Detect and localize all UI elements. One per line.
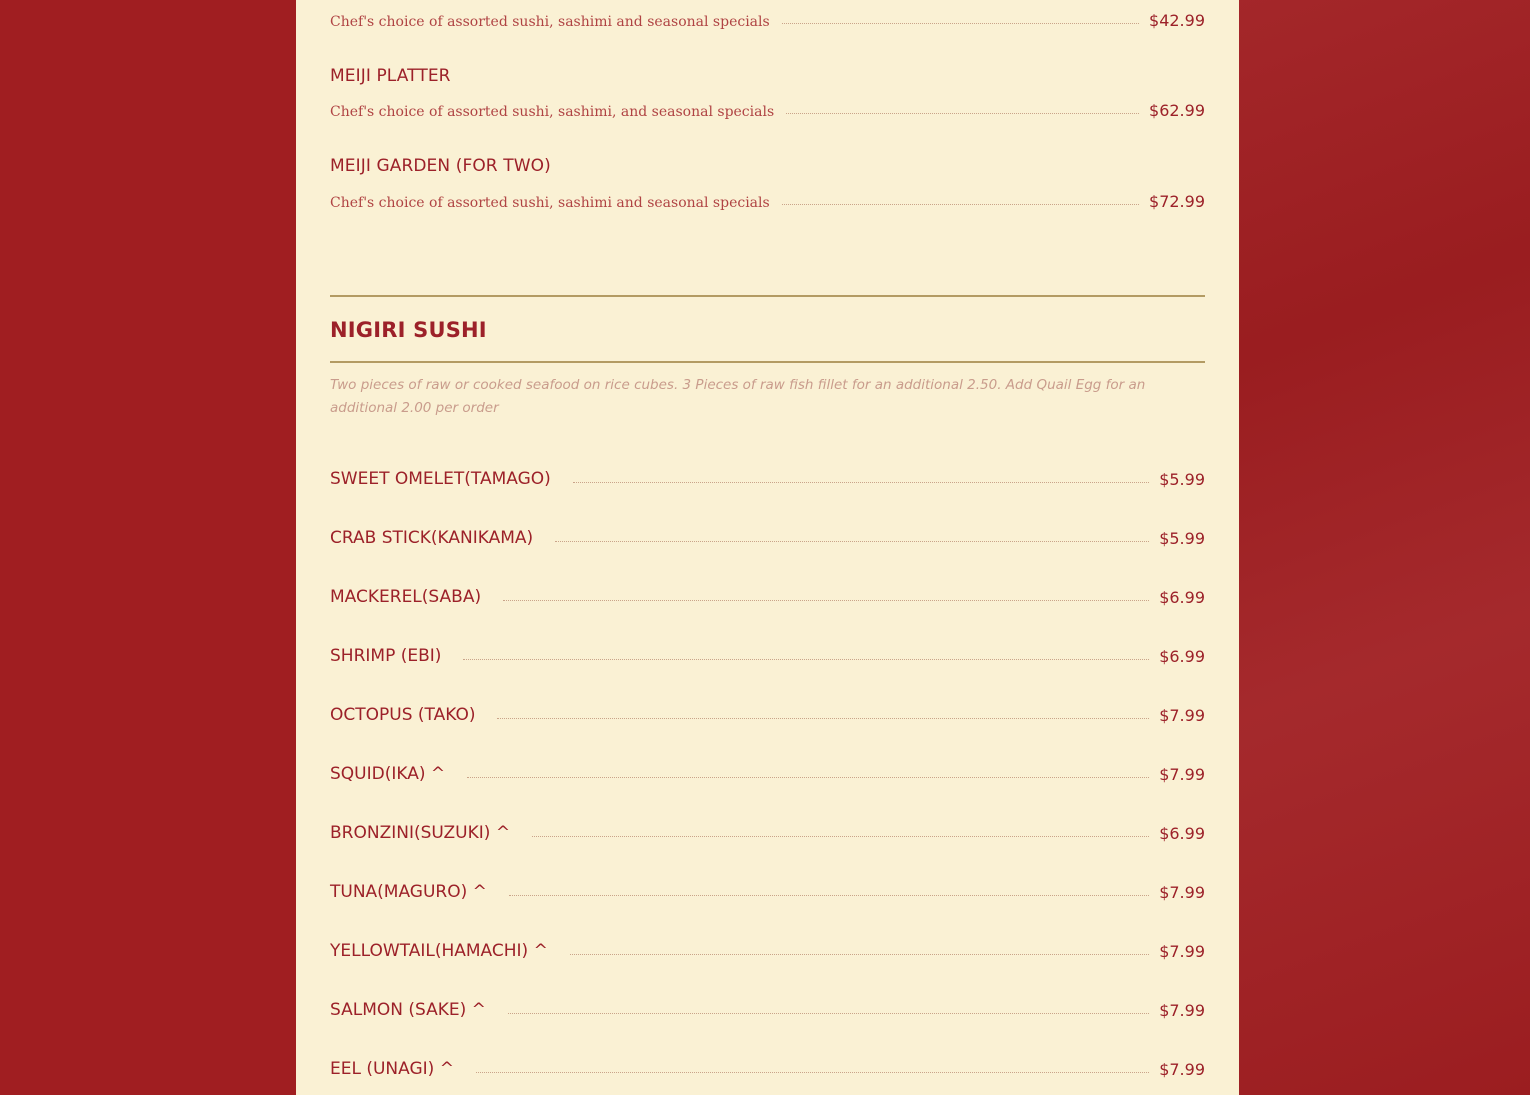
menu-item-row bbox=[330, 187, 1205, 211]
menu-content bbox=[330, 0, 1205, 1095]
leader-dots bbox=[463, 658, 1149, 660]
leader-dots bbox=[786, 112, 1139, 114]
nigiri-item-price: $5.99 bbox=[1159, 529, 1205, 548]
nigiri-item-name: OCTOPUS (TAKO) bbox=[330, 705, 476, 725]
nigiri-item-row bbox=[330, 583, 1205, 607]
section-title: NIGIRI SUSHI bbox=[330, 318, 487, 342]
nigiri-item-price: $7.99 bbox=[1159, 1001, 1205, 1020]
item-title: MEIJI PLATTER bbox=[330, 66, 451, 86]
menu-panel bbox=[296, 0, 1239, 1095]
leader-dots bbox=[497, 717, 1149, 719]
item-description: Chef's choice of assorted sushi, sashimi and seasonal specials bbox=[330, 14, 770, 30]
nigiri-item-price: $7.99 bbox=[1159, 942, 1205, 961]
item-price: $42.99 bbox=[1149, 11, 1205, 30]
leader-dots bbox=[782, 203, 1139, 205]
leader-dots bbox=[509, 894, 1149, 896]
menu-item-row bbox=[330, 96, 1205, 120]
leader-dots bbox=[532, 835, 1149, 837]
nigiri-item-name: SHRIMP (EBI) bbox=[330, 646, 442, 666]
nigiri-item-row bbox=[330, 465, 1205, 489]
nigiri-item-price: $5.99 bbox=[1159, 470, 1205, 489]
nigiri-item-price: $6.99 bbox=[1159, 647, 1205, 666]
leader-dots bbox=[555, 540, 1149, 542]
nigiri-item-row bbox=[330, 760, 1205, 784]
leader-dots bbox=[467, 776, 1149, 778]
background-texture bbox=[1230, 0, 1530, 1095]
leader-dots bbox=[570, 953, 1149, 955]
item-price: $72.99 bbox=[1149, 192, 1205, 211]
nigiri-item-row bbox=[330, 524, 1205, 548]
nigiri-item-name: YELLOWTAIL(HAMACHI) ^ bbox=[330, 941, 548, 961]
leader-dots bbox=[573, 481, 1149, 483]
leader-dots bbox=[782, 22, 1139, 24]
nigiri-item-price: $7.99 bbox=[1159, 706, 1205, 725]
leader-dots bbox=[508, 1012, 1149, 1014]
item-description: Chef's choice of assorted sushi, sashimi and seasonal specials bbox=[330, 195, 770, 211]
nigiri-item-row bbox=[330, 701, 1205, 725]
nigiri-item-name: TUNA(MAGURO) ^ bbox=[330, 882, 487, 902]
nigiri-item-row bbox=[330, 878, 1205, 902]
nigiri-item-name: MACKEREL(SABA) bbox=[330, 587, 482, 607]
item-description: Chef's choice of assorted sushi, sashimi, and seasonal specials bbox=[330, 104, 775, 120]
nigiri-item-name: SQUID(IKA) ^ bbox=[330, 764, 446, 784]
nigiri-item-name: SWEET OMELET(TAMAGO) bbox=[330, 469, 551, 489]
nigiri-item-name: CRAB STICK(KANIKAMA) bbox=[330, 528, 534, 548]
nigiri-item-name: SALMON (SAKE) ^ bbox=[330, 1000, 486, 1020]
nigiri-item-price: $7.99 bbox=[1159, 883, 1205, 902]
nigiri-item-row bbox=[330, 1055, 1205, 1079]
item-title: MEIJI GARDEN (FOR TWO) bbox=[330, 156, 551, 176]
leader-dots bbox=[503, 599, 1149, 601]
nigiri-item-price: $6.99 bbox=[1159, 588, 1205, 607]
nigiri-item-name: EEL (UNAGI) ^ bbox=[330, 1059, 454, 1079]
section-divider-top bbox=[330, 295, 1205, 297]
leader-dots bbox=[476, 1071, 1149, 1073]
nigiri-item-name: BRONZINI(SUZUKI) ^ bbox=[330, 823, 511, 843]
nigiri-item-row bbox=[330, 642, 1205, 666]
nigiri-item-row bbox=[330, 996, 1205, 1020]
menu-item-row bbox=[330, 6, 1205, 30]
nigiri-item-price: $6.99 bbox=[1159, 824, 1205, 843]
nigiri-item-price: $7.99 bbox=[1159, 1060, 1205, 1079]
nigiri-item-price: $7.99 bbox=[1159, 765, 1205, 784]
section-note: Two pieces of raw or cooked seafood on rice cubes. 3 Pieces of raw fish fillet for an additional 2.50. Add Quail Egg for an additional 2.00 per order bbox=[330, 377, 1146, 416]
item-price: $62.99 bbox=[1149, 101, 1205, 120]
section-divider-bottom bbox=[330, 361, 1205, 363]
nigiri-item-row bbox=[330, 937, 1205, 961]
nigiri-item-row bbox=[330, 819, 1205, 843]
